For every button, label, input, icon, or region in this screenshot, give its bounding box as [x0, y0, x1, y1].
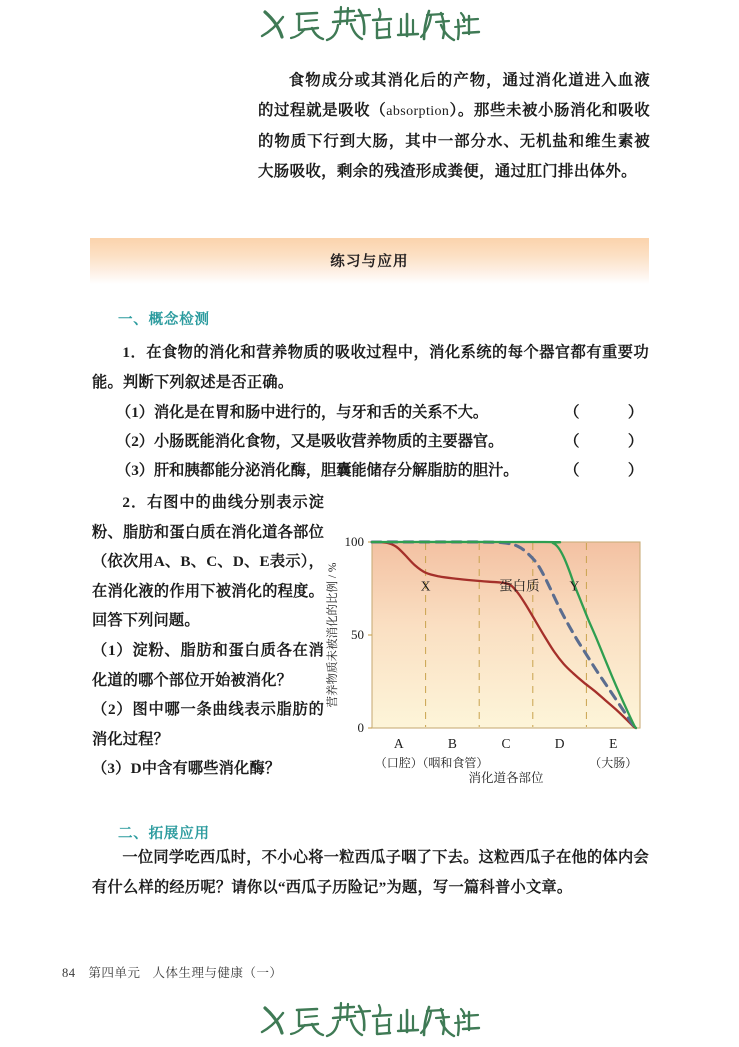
x-axis-labels	[375, 736, 637, 770]
question-2-stem: 2．右图中的曲线分别表示淀粉、脂肪和蛋白质在消化道各部位（依次用A、B、C、D、E表示），在消化液的作用下被消化的程度。回答下列问题。	[92, 494, 324, 630]
series-label-蛋白质: 蛋白质	[499, 578, 540, 594]
page-number: 84	[62, 966, 76, 980]
question-1-item-2	[116, 427, 649, 457]
y-axis-title: 营养物质未被消化的比例 / %	[327, 562, 339, 708]
question-2-item-2: （2）图中哪一条曲线表示脂肪的消化过程？	[92, 701, 324, 748]
x-category-note-A: （口腔）	[374, 756, 423, 770]
footer-unit: 第四单元	[88, 966, 141, 980]
question-3-text: 一位同学吃西瓜时，不小心将一粒西瓜子咽了下去。这粒西瓜子在他的体内会有什么样的经历呢？请你以“西瓜子历险记”为题，写一篇科普小文章。	[92, 849, 649, 896]
practice-banner-title: 练习与应用	[330, 254, 409, 270]
y-axis-ticks	[345, 534, 373, 735]
intro-text-before: 食物成分或其消化后的产物，通过消化道进入血液的过程就是吸收（	[258, 72, 650, 119]
publisher-logo-top	[0, 4, 739, 51]
series-label-X: X	[420, 578, 431, 594]
plot-area-background	[372, 542, 640, 728]
intro-text-after: ）。那些未被小肠消化和吸收的物质下行到大肠，其中一部分水、无机盐和维生素被大肠吸收，剩余的残渣形成粪便，通过肛门排出体外。	[258, 102, 650, 180]
y-tick-label-50: 50	[351, 627, 364, 642]
question-1-item-3	[116, 456, 649, 486]
publisher-logo-bottom	[0, 1000, 739, 1047]
x-axis-title: 消化道各部位	[468, 771, 544, 785]
digestion-curve-figure	[322, 524, 660, 789]
section-heading-concept-check: 一、概念检测	[118, 312, 210, 328]
practice-banner	[90, 238, 649, 284]
x-category-label-E: E	[609, 736, 618, 751]
question-1-item-2-text: （2）小肠既能消化食物，又是吸收营养物质的主要器官。	[116, 433, 504, 450]
question-1-item-3-text: （3）肝和胰都能分泌消化酶，胆囊能储存分解脂肪的胆汁。	[116, 462, 519, 479]
page-footer	[62, 962, 282, 981]
question-2-item-3: （3）D中含有哪些消化酶？	[92, 760, 281, 778]
intro-latin-term: absorption	[386, 104, 450, 119]
x-category-note-E: （大肠）	[589, 756, 638, 770]
x-category-label-C: C	[501, 736, 511, 751]
x-category-label-B: B	[447, 736, 457, 751]
y-tick-label-0: 0	[357, 720, 364, 735]
series-label-Y: Y	[569, 578, 580, 594]
answer-blank-2[interactable]: （ ）	[564, 433, 649, 450]
footer-chapter: 人体生理与健康（一）	[152, 966, 283, 980]
x-category-label-A: A	[393, 736, 404, 751]
question-1-item-1-text: （1）消化是在胃和肠中进行的，与牙和舌的关系不大。	[116, 404, 489, 421]
question-1-item-1	[116, 398, 649, 428]
answer-blank-3[interactable]: （ ）	[564, 462, 649, 479]
x-category-note-B: （咽和食管）	[416, 756, 489, 770]
question-1-stem: 1．在食物的消化和营养物质的吸收过程中，消化系统的每个器官都有重要功能。判断下列叙述是否正确。	[92, 344, 649, 391]
answer-blank-1[interactable]: （ ）	[564, 404, 649, 421]
x-category-label-D: D	[554, 736, 565, 751]
question-2-column	[92, 488, 324, 784]
question-2-item-1: （1）淀粉、脂肪和蛋白质各在消化道的哪个部位开始被消化？	[92, 641, 324, 689]
y-tick-label-100: 100	[344, 534, 364, 549]
intro-paragraph	[258, 66, 650, 187]
section-heading-extended-application: 二、拓展应用	[118, 826, 210, 842]
